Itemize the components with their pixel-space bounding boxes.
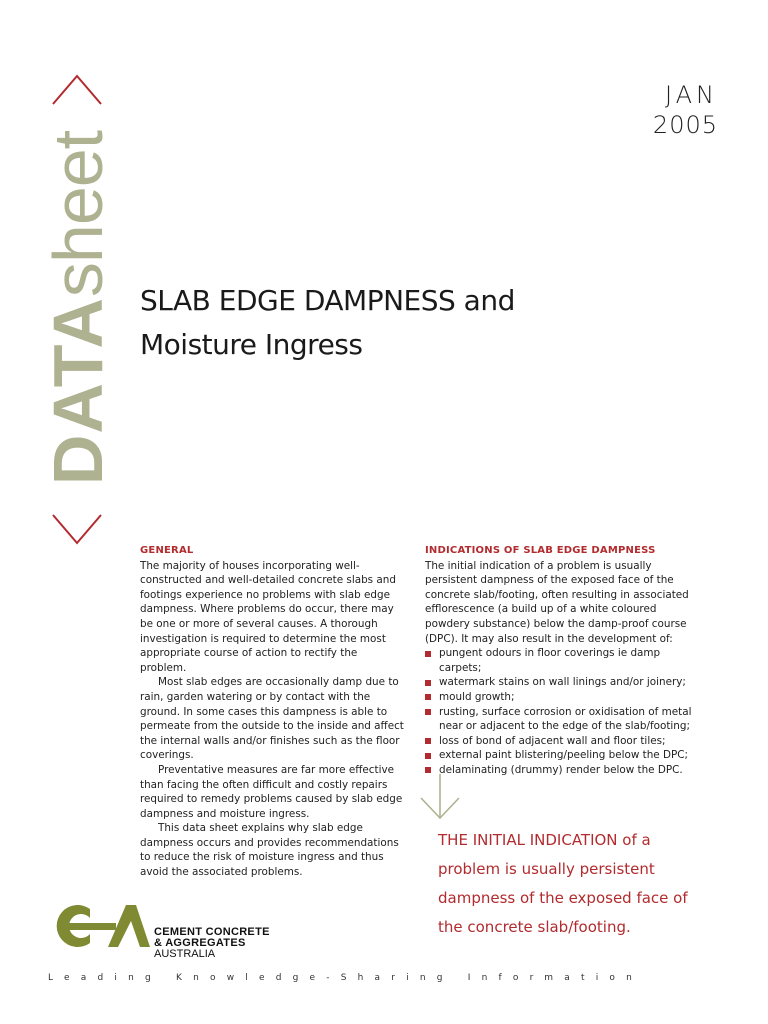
indications-list [425,646,695,777]
general-heading: GENERAL [140,545,194,556]
organisation-name [154,927,270,960]
general-paragraph: Most slab edges are occasionally damp due to rain, garden watering or by contact with the ground. In some cases this dampness is able to permeate from the outside to the inside and affect the internal walls and/or finishes such as the floor coverings. [140,676,404,762]
list-item: pungent odours in floor coverings ie damp carpets; [425,646,695,675]
footer-tagline: Leading Knowledge-Sharing Information [48,973,644,983]
indications-section [425,544,695,778]
general-paragraph: The majority of houses incorporating well-constructed and well-detailed concrete slabs and footings experience no problems with slab edge dampness. Where problems do occur, there may be one or more of several causes. A thorough investigation is required to determine the most appropriate course of action to rectify the problem. [140,559,396,674]
list-item: watermark stains on wall linings and/or joinery; [425,675,695,690]
masthead-sheet-text: sheet [39,130,117,298]
org-name-line-2-light: AUSTRALIA [154,948,216,960]
title-line-2: Moisture Ingress [140,327,363,361]
masthead-data-text: DATA [39,297,117,486]
ccaa-logo-icon [46,903,151,949]
list-item: delaminating (drummy) render below the DPC. [425,763,695,778]
list-item: mould growth; [425,690,695,705]
general-paragraph: Preventative measures are far more effective than facing the often difficult and costly repairs required to remedy problems caused by slab edge dampness and moisture ingress. [140,763,403,820]
org-name-line-2-bold: & AGGREGATES [154,937,246,949]
list-item: loss of bond of adjacent wall and floor tiles; [425,734,695,749]
arrow-down-icon [418,772,462,822]
issue-month: JAN [664,81,718,109]
indications-intro: The initial indication of a problem is usually persistent dampness of the exposed face of the concrete slab/footing, often resulting in associated efflorescence (a build up of a white coloured powdery substance) below the damp-proof course (DPC). It may also result in the development of: [425,559,689,645]
issue-year: 2005 [652,111,718,139]
list-item: rusting, surface corrosion or oxidisation of metal near or adjacent to the edge of the slab/footing; [425,705,695,734]
general-paragraph: This data sheet explains why slab edge dampness occurs and provides recommendations to reduce the risk of moisture ingress and thus avoid the associated problems. [140,822,399,879]
chevron-up-icon [51,72,103,106]
general-section [140,544,406,880]
title-line-1: SLAB EDGE DAMPNESS and [140,283,515,317]
page-title [140,279,700,367]
indications-heading: INDICATIONS OF SLAB EDGE DAMPNESS [425,545,656,556]
list-item: external paint blistering/peeling below the DPC; [425,748,695,763]
issue-date [653,80,718,140]
pull-quote: THE INITIAL INDICATION of a problem is usually persistent dampness of the exposed face of the concrete slab/footing. [438,831,688,936]
org-name-line-1: CEMENT CONCRETE [154,926,270,938]
chevron-down-icon [51,513,103,547]
